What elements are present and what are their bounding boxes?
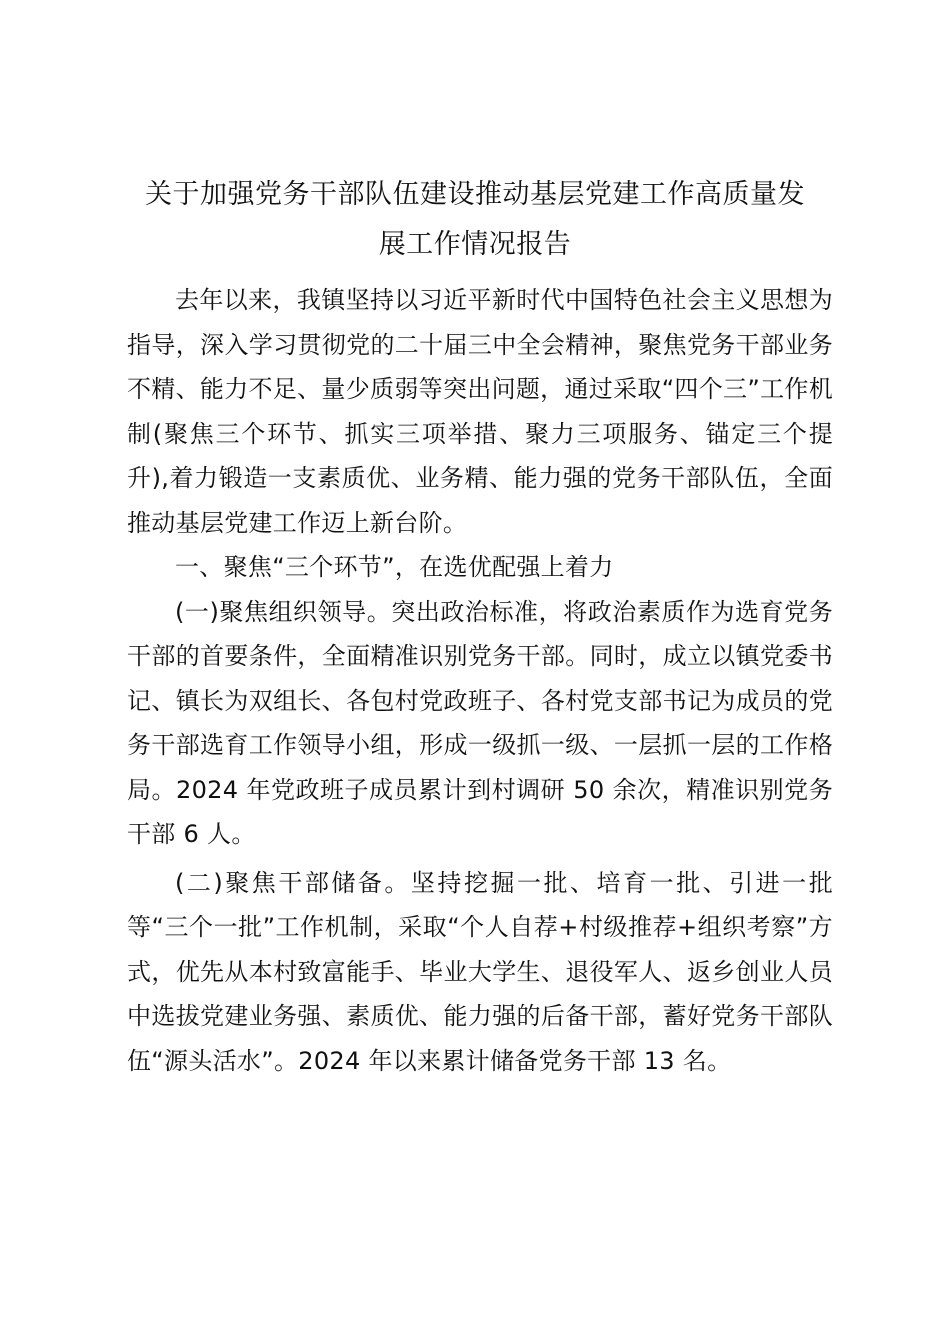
intro-paragraph: 去年以来，我镇坚持以习近平新时代中国特色社会主义思想为指导，深入学习贯彻党的二十届三中全会精神，聚焦党务干部业务不精、能力不足、量少质弱等突出问题，通过采取“四个三”工作机制(聚焦三个环节、抓实三项举措、聚力三项服务、锚定三个提升),着力锻造一支素质优、业务精、能力强的党务干部队伍，全面推动基层党建工作迈上新台阶。: [127, 286, 833, 537]
section-1-paragraph-1: (一)聚焦组织领导。突出政治标准，将政治素质作为选育党务干部的首要条件，全面精准识别党务干部。同时，成立以镇党委书记、镇长为双组长、各包村党政班子、各村党支部书记为成员的党务干部选育工作领导小组，形成一级抓一级、一层抓一层的工作格局。2024 年党政班子成员累计到村调研 50 余次，精准识别党务干部 6 人。: [127, 597, 833, 848]
title-line-2: 展工作情况报告: [378, 229, 572, 260]
section-1-heading: 一、聚焦“三个环节”，在选优配强上着力: [175, 553, 614, 581]
document-title: [120, 170, 830, 270]
document-body: [127, 278, 833, 1083]
title-line-1: 关于加强党务干部队伍建设推动基层党建工作高质量发: [145, 179, 805, 210]
section-1-paragraph-2: (二)聚焦干部储备。坚持挖掘一批、培育一批、引进一批等“三个一批”工作机制，采取“个人自荐+村级推荐+组织考察”方式，优先从本村致富能手、毕业大学生、退役军人、返乡创业人员中选拔党建业务强、素质优、能力强的后备干部，蓄好党务干部队伍“源头活水”。2024 年以来累计储备党务干部 13 名。: [127, 868, 833, 1075]
